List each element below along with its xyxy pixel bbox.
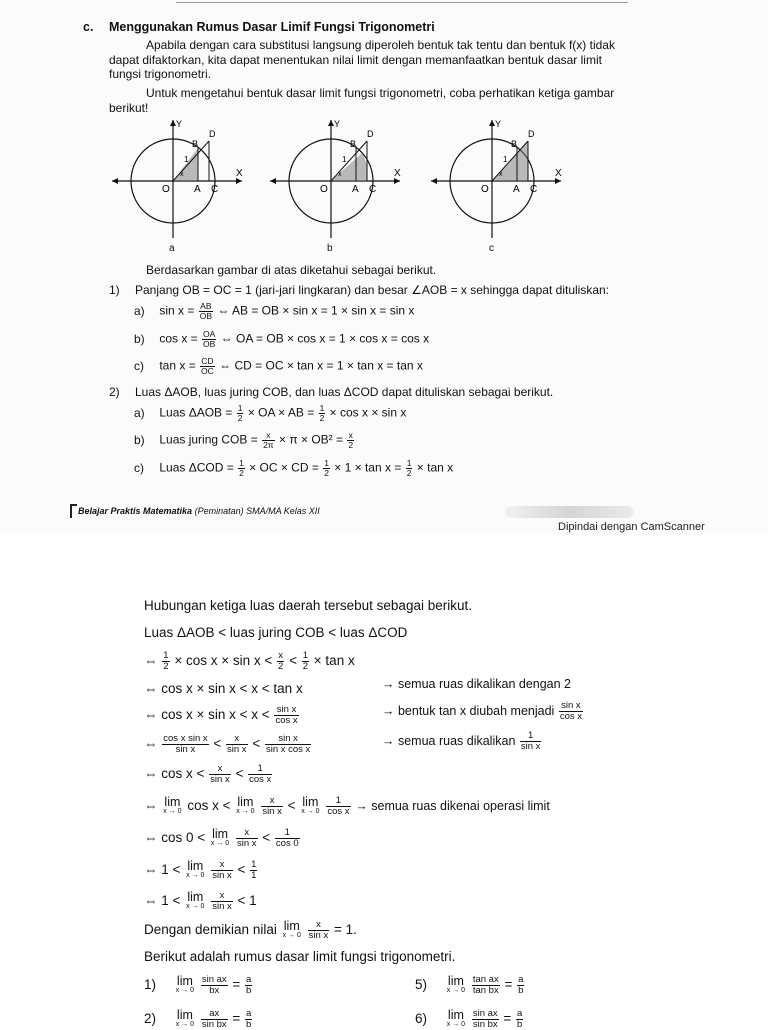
numerator: 1 (319, 403, 325, 413)
label-b: B (511, 139, 518, 149)
lim-sub: x → 0 (175, 986, 195, 994)
denominator: cos x (559, 711, 583, 722)
fraction (472, 975, 500, 996)
denominator: sin bx (201, 1019, 227, 1030)
eq-part: × OA × AB = (247, 405, 315, 420)
eq-part: × π × OB² = (279, 432, 343, 447)
denominator: cos x (275, 715, 298, 726)
label-angle: x (180, 171, 184, 178)
fraction (238, 459, 245, 478)
numerator: sin x (265, 734, 311, 745)
item-number: 1) (109, 283, 120, 297)
formula-1: 1) lim x → 0 $\frac{\text{sin ax}}{bx}$ = $\frac{a}{b}$ (144, 973, 252, 996)
denominator: cos x (249, 774, 272, 785)
lim-sub: x → 0 (210, 839, 230, 847)
formula-5: 5) lim x → 0 $\frac{\text{tan ax}}{\text{tan bx}}$ = $\frac{a}{b}$ (415, 973, 524, 996)
footer-rest: (Peminatan) SMA/MA Kelas XII (194, 506, 320, 516)
lim-text: lim (187, 858, 204, 873)
relation-intro: Hubungan ketiga luas daerah tersebut sebagai berikut. (144, 598, 472, 613)
fraction (245, 1009, 252, 1030)
lim-text: lim (447, 973, 464, 988)
denominator: 2 (163, 661, 169, 672)
label-b: B (350, 139, 357, 149)
fraction (472, 1009, 499, 1030)
denominator: 2π (263, 440, 274, 450)
unit-circle-figure-a (108, 118, 248, 243)
step-6: ⇔ lim x → 0 cos x < lim x → 0 $\frac{x}{\text{sin x}}$ < lim x → 0 $\frac{1}{\text{cos x}}$ → semua ruas dikenai operasi limit (144, 794, 550, 817)
note-text: → semua ruas dikalikan (382, 733, 516, 748)
eq-part: × OC × CD = (249, 460, 319, 475)
numerator: cos x sin x (163, 733, 208, 744)
sub-label: c) (134, 358, 144, 373)
eq-part: ⇔ OA = OB × cos x = 1 × cos x = cos x (220, 331, 430, 346)
lim-sub: x → 0 (282, 931, 301, 939)
limit (175, 973, 195, 996)
numerator: sin x (559, 701, 583, 712)
eq-part: < (289, 653, 297, 669)
book-footer (78, 506, 320, 516)
eq-part: ⇔ cos x × sin x < x < tan x (144, 681, 303, 696)
denominator: 2 (302, 661, 309, 672)
sub-label: a) (134, 303, 145, 318)
denominator: 2 (278, 661, 284, 672)
eq-part: Luas juring COB = (159, 432, 258, 447)
fraction (559, 701, 583, 722)
denominator: 2 (324, 468, 329, 478)
eq-part: × cos x × sin x < (174, 653, 273, 669)
denominator: b (517, 1019, 523, 1030)
denominator: 1 (251, 870, 257, 881)
label-one: 1 (184, 155, 189, 164)
step-9 (144, 891, 257, 912)
denominator: 2 (348, 440, 354, 450)
numerator: x (211, 891, 233, 902)
limit (186, 858, 205, 881)
intro-paragraph-1 (109, 38, 639, 82)
numerator: 1 (275, 828, 300, 839)
eq-part: × 1 × tan x = (334, 460, 402, 475)
note-text: → bentuk tan x diubah menjadi (382, 703, 555, 718)
fraction (201, 975, 228, 996)
fraction (347, 431, 354, 450)
fraction (248, 764, 272, 785)
denominator: 2 (406, 468, 412, 478)
section-heading (83, 20, 435, 34)
eq-part: ⇔ (144, 798, 158, 814)
denominator: b (518, 985, 524, 996)
fraction (162, 734, 208, 755)
label-x: X (394, 168, 401, 179)
fraction (319, 404, 326, 423)
item-2c (134, 459, 453, 478)
numerator: tan ax (472, 974, 499, 985)
fraction (236, 828, 258, 849)
numerator: sin x (274, 705, 298, 716)
fraction (250, 860, 257, 881)
item-2 (109, 385, 553, 399)
denominator: sin x (308, 930, 329, 941)
figure-caption-c: c (489, 243, 494, 254)
numerator: sin ax (201, 974, 227, 985)
section-label: c. (83, 20, 94, 34)
fraction (162, 651, 169, 672)
denominator: sin x (212, 870, 232, 881)
step-4: ⇔ $\frac{\text{cos x sin x}}{\text{sin x}}$ < $\frac{x}{\text{sin x}}$ < $\frac{\text{sin x}}{\text{sin x cos x}}$ (144, 733, 311, 755)
eq-part: Luas ΔAOB = (159, 405, 233, 420)
label-o: O (320, 184, 328, 195)
limit (301, 794, 320, 817)
formula-number: 5) (415, 977, 428, 993)
limit (236, 794, 255, 817)
step-4-note (382, 731, 542, 752)
denominator: sin x (236, 838, 257, 849)
lim-text: lim (187, 889, 204, 904)
eq-part: ⇔ CD = OC × tan x = 1 × tan x = tan x (219, 358, 423, 373)
fraction (201, 1009, 228, 1030)
fraction (209, 764, 231, 785)
sub-label: b) (134, 432, 145, 447)
limit (175, 1007, 195, 1030)
denominator: sin x cos x (265, 744, 311, 755)
numerator: 1 (302, 650, 309, 661)
fraction (199, 302, 213, 321)
numerator: a (246, 974, 252, 985)
lim-sub: x → 0 (186, 902, 205, 910)
denominator: OC (201, 366, 214, 376)
label-c: C (211, 184, 219, 195)
label-one: 1 (342, 155, 347, 164)
limit (186, 889, 205, 912)
denominator: 2 (239, 468, 244, 478)
limit (163, 794, 182, 817)
fraction (308, 920, 330, 941)
denominator: OB (199, 311, 212, 321)
sub-label: c) (134, 460, 144, 475)
item-1b (134, 330, 429, 349)
lim-text: lim (212, 826, 229, 841)
label-d: D (367, 129, 374, 139)
fraction (326, 796, 350, 817)
label-y: Y (334, 119, 341, 129)
label-x: X (236, 168, 243, 179)
eq-part: Luas ΔCOD = (159, 460, 234, 475)
sub-label: a) (134, 405, 145, 420)
intro-paragraph-2 (109, 86, 639, 115)
lim-text: lim (283, 918, 300, 933)
label-d: D (209, 129, 216, 139)
eq-part: tan x = (159, 358, 196, 373)
lim-text: lim (176, 973, 193, 988)
lim-sub: x → 0 (446, 1020, 466, 1028)
fraction (406, 459, 413, 478)
lim-sub: x → 0 (236, 807, 255, 815)
sub-label: b) (134, 331, 145, 346)
numerator: OA (203, 329, 216, 339)
eq-part: × tan x (416, 460, 454, 475)
item-2b (134, 431, 355, 450)
lim-sub: x → 0 (175, 1020, 195, 1028)
numerator: 1 (324, 458, 329, 468)
footer-title: Belajar Praktis Matematika (78, 506, 193, 516)
label-o: O (481, 184, 489, 195)
numerator: 1 (251, 859, 257, 870)
numerator: 1 (520, 731, 542, 742)
lim-text: lim (237, 794, 254, 809)
fraction (516, 1009, 523, 1030)
item-1 (109, 283, 609, 297)
limit (446, 1007, 466, 1030)
denominator: 2 (237, 413, 243, 423)
formula-number: 2) (144, 1011, 157, 1027)
eq-part: Dengan demikian nilai (144, 922, 277, 938)
fraction (211, 891, 233, 912)
label-angle: x (338, 171, 342, 178)
fraction (211, 860, 233, 881)
denominator: bx (209, 985, 220, 996)
step-6-note: → semua ruas dikenai operasi limit (355, 799, 550, 814)
intro-line: Untuk mengetahui bentuk dasar limit fungsi trigonometri, coba perhatikan ketiga gambar (146, 86, 615, 100)
eq-part: cos x < (187, 798, 231, 814)
label-one: 1 (503, 155, 508, 164)
conclusion (144, 920, 357, 941)
numerator: x (209, 764, 231, 775)
label-angle: x (499, 171, 503, 178)
label-a: A (513, 184, 520, 195)
step-3 (144, 705, 300, 726)
page-lower (0, 535, 768, 1030)
intro-line: fungsi trigonometri. (109, 67, 212, 81)
eq-part: ⇔ cos x × sin x < x < (144, 707, 270, 723)
eq-part: ⇔ (144, 736, 158, 752)
lim-text: lim (164, 794, 181, 809)
formula-number: 1) (144, 977, 157, 993)
eq-part: = 1. (333, 922, 357, 938)
eq-part: ⇔ 1 < (144, 893, 181, 909)
eq-part: ⇔ 1 < (144, 862, 181, 878)
fraction (323, 459, 330, 478)
lim-text: lim (176, 1007, 193, 1022)
denominator: sin x (175, 744, 196, 755)
lim-sub: x → 0 (186, 871, 205, 879)
step-2-note: → semua ruas dikalikan dengan 2 (382, 677, 572, 691)
numerator: x (308, 920, 330, 931)
eq-part: × tan x (313, 653, 355, 669)
formula-2: 2) lim x → 0 $\frac{ax}{\text{sin bx}}$ = $\frac{a}{b}$ (144, 1007, 252, 1030)
denominator: sin x (520, 741, 541, 752)
fraction (520, 731, 542, 752)
fraction (275, 828, 300, 849)
lim-sub: x → 0 (446, 986, 466, 994)
based-on-text: Berdasarkan gambar di atas diketahui sebagai berikut. (146, 263, 437, 277)
numerator: AB (200, 301, 212, 311)
label-c: C (530, 184, 538, 195)
label-x: X (555, 168, 562, 179)
numerator: a (517, 1008, 523, 1019)
step-3-note (382, 701, 584, 722)
denominator: sin x (212, 901, 232, 912)
fraction (262, 431, 275, 450)
figure-caption-b: b (327, 243, 333, 254)
fraction (274, 705, 298, 726)
formula-number: 6) (415, 1011, 428, 1027)
eq-part: ⇔ cos x < (144, 766, 205, 782)
numerator: 1 (237, 403, 243, 413)
numerator: x (211, 860, 233, 871)
numerator: CD (201, 356, 214, 366)
denominator: 2 (319, 413, 325, 423)
numerator: x (278, 650, 284, 661)
lim-text: lim (302, 794, 319, 809)
step-2 (144, 681, 303, 696)
label-b: B (192, 139, 199, 149)
intro-line: Apabila dengan cara substitusi langsung diperoleh bentuk tak tentu dan bentuk f(x) tidak (146, 38, 615, 52)
scan-smudge (505, 506, 633, 518)
denominator: sin x (262, 806, 282, 817)
numerator: x (261, 796, 283, 807)
unit-circle-figure-b (266, 118, 406, 243)
numerator: 1 (239, 458, 244, 468)
lim-sub: x → 0 (301, 807, 320, 815)
item-text: Panjang OB = OC = 1 (jari-jari lingkaran) dan besar ∠AOB = x sehingga dapat dituliskan: (135, 283, 610, 297)
label-o: O (162, 184, 170, 195)
camscanner-watermark: Dipindai dengan CamScanner (558, 521, 705, 533)
intro-line: berikut! (109, 100, 149, 115)
label-y: Y (495, 119, 502, 129)
formula-6: 6) lim x → 0 $\frac{\text{sin ax}}{\text{sin bx}}$ = $\frac{a}{b}$ (415, 1007, 523, 1030)
eq-part: ⇔ cos 0 < (144, 830, 206, 846)
fraction (302, 651, 309, 672)
lim-text: lim (447, 1007, 464, 1022)
lim-sub: x → 0 (163, 807, 182, 815)
step-5: ⇔ cos x < $\frac{x}{\text{sin x}}$ < $\frac{1}{\text{cos x}}$ (144, 763, 272, 785)
formula-intro: Berikut adalah rumus dasar limit fungsi trigonometri. (144, 949, 456, 964)
label-d: D (528, 129, 535, 139)
label-y: Y (176, 119, 183, 129)
fraction (517, 975, 524, 996)
item-text: Luas ΔAOB, luas juring COB, dan luas ΔCOD dapat dituliskan sebagai berikut. (135, 385, 554, 399)
item-number: 2) (109, 385, 120, 399)
denominator: cos x (327, 806, 350, 817)
numerator: 1 (163, 650, 169, 661)
top-divider (176, 2, 628, 3)
fraction (202, 330, 216, 349)
denominator: b (246, 1019, 252, 1030)
eq-part: ⇔ AB = OB × sin x = 1 × sin x = sin x (217, 303, 415, 318)
eq-part: × cos x × sin x (329, 405, 407, 420)
label-c: C (369, 184, 377, 195)
fraction (265, 734, 311, 755)
numerator: ax (201, 1009, 228, 1020)
fraction (226, 734, 248, 755)
unit-circle-figure-c (427, 118, 567, 243)
eq-part: cos x = (159, 331, 198, 346)
label-a: A (194, 184, 201, 195)
footer-mark (70, 504, 77, 518)
numerator: x (226, 734, 248, 745)
eq-part: ⇔ (144, 653, 158, 669)
numerator: 1 (406, 458, 412, 468)
eq-part: < 1 (237, 893, 257, 909)
numerator: x (236, 828, 258, 839)
item-1a (134, 302, 414, 321)
figure-caption-a: a (169, 243, 175, 254)
denominator: tan bx (472, 985, 499, 996)
step-8: ⇔ 1 < lim x → 0 $\frac{x}{\text{sin x}}$ < $\frac{1}{1}$ (144, 858, 257, 881)
denominator: OB (203, 339, 216, 349)
item-1c (134, 357, 423, 376)
limit (446, 973, 466, 996)
denominator: sin x (227, 744, 247, 755)
denominator: cos 0 (275, 838, 299, 849)
section-title: Menggunakan Rumus Dasar Limif Fungsi Trigonometri (109, 20, 435, 34)
numerator: sin ax (472, 1008, 498, 1019)
numerator: 1 (248, 764, 272, 775)
numerator: a (246, 1008, 252, 1019)
denominator: sin x (210, 774, 230, 785)
eq-part: sin x = (159, 303, 195, 318)
limit (282, 918, 301, 941)
numerator: 1 (326, 796, 350, 807)
step-1 (144, 651, 355, 672)
numerator: x (348, 430, 353, 440)
fraction (277, 651, 284, 672)
fraction (237, 404, 244, 423)
intro-line: dapat difaktorkan, kita dapat menentukan nilai limit dengan memanfaatkan bentuk dasar limit (109, 52, 602, 67)
numerator: a (518, 974, 524, 985)
fraction (261, 796, 283, 817)
limit (210, 826, 230, 849)
step-7: ⇔ cos 0 < lim x → 0 $\frac{x}{\text{sin x}}$ < $\frac{1}{\cos 0}$ (144, 826, 299, 849)
fraction (245, 975, 252, 996)
label-a: A (352, 184, 359, 195)
fraction (200, 357, 215, 376)
numerator: x (262, 431, 275, 441)
item-2a (134, 404, 406, 423)
denominator: sin bx (472, 1019, 498, 1030)
area-inequality: Luas ΔAOB < luas juring COB < luas ΔCOD (144, 625, 408, 640)
denominator: b (246, 985, 252, 996)
